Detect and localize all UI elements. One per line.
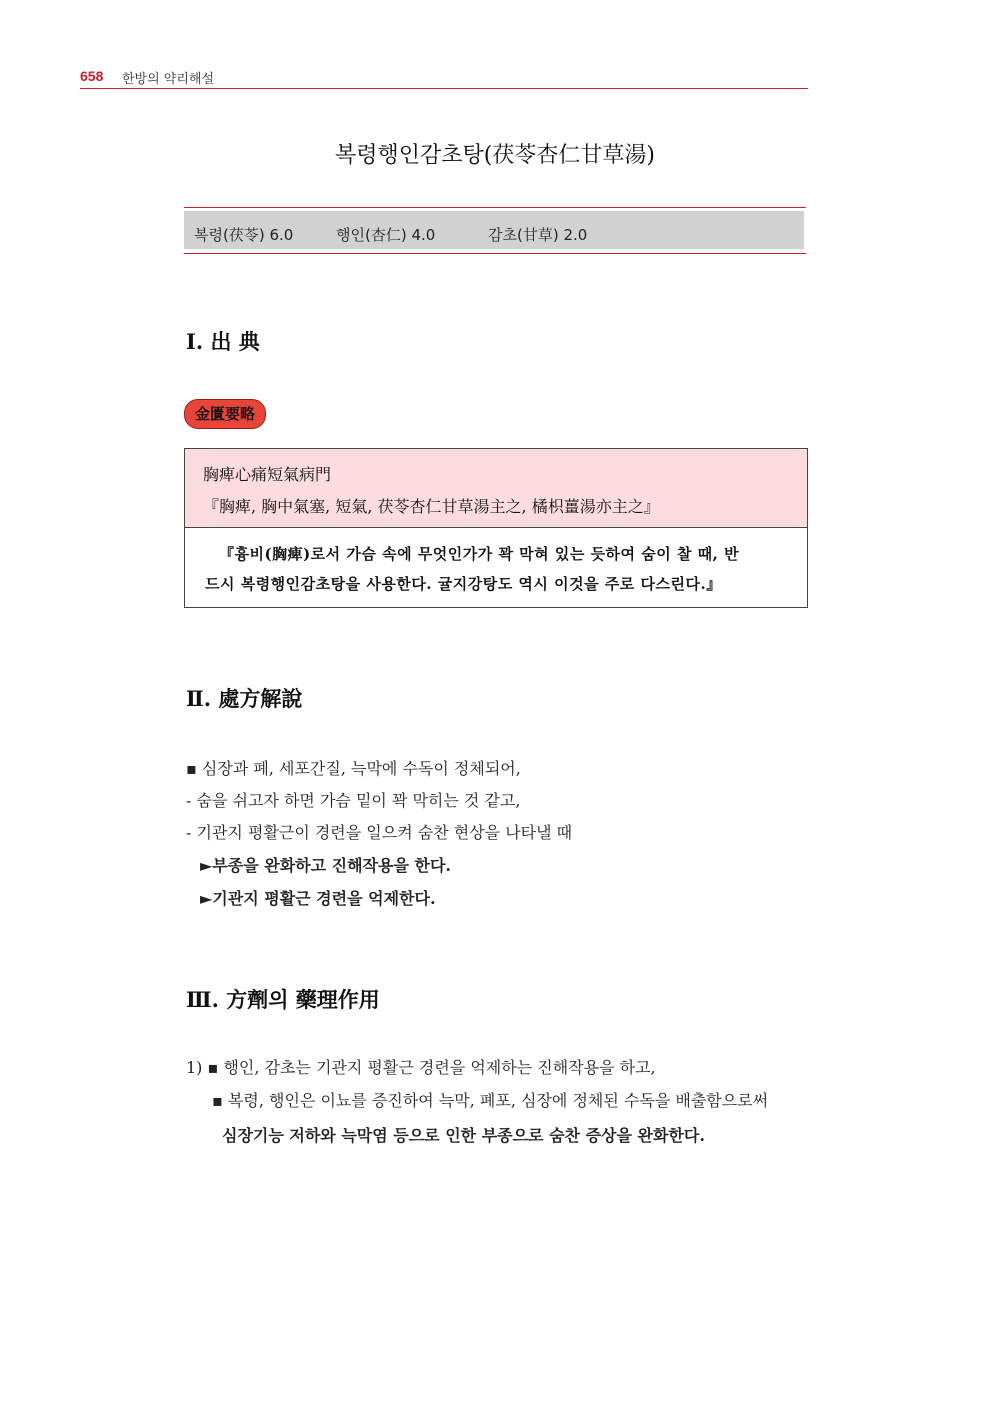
effect-line: ►기관지 평활근 경련을 억제한다. — [200, 889, 436, 908]
source-chapter: 胸痺心痛短氣病門 — [203, 465, 332, 484]
source-quote-text: 『胸痺, 胸中氣塞, 短氣, 茯苓杏仁甘草湯主之, 橘枳薑湯亦主之』 — [203, 497, 660, 516]
section-heading-pharmacology: Ⅲ. 方劑의 藥理作用 — [186, 987, 380, 1012]
pharmacology-line: 심장기능 저하와 늑막염 등으로 인한 부종으로 숨찬 증상을 완화한다. — [222, 1126, 705, 1145]
dose-item: 복령(茯苓) 6.0 — [194, 226, 294, 244]
section-heading-source: Ⅰ. 出 典 — [186, 329, 260, 354]
effect-line: ►부종을 완화하고 진해작용을 한다. — [200, 856, 451, 875]
pharmacology-line: 1) ▪ 행인, 감초는 기관지 평활근 경련을 억제하는 진해작용을 하고, — [186, 1058, 656, 1077]
dose-table — [184, 207, 806, 255]
pharmacology-line: ▪ 복령, 행인은 이뇨를 증진하여 늑막, 폐포, 심장에 정체된 수독을 배출함으로써 — [212, 1091, 769, 1110]
source-translation-line: 『흉비(胸痺)로서 가슴 속에 무엇인가가 꽉 막혀 있는 듯하여 숨이 찰 때, 반 — [219, 545, 740, 563]
section-heading-explanation: Ⅱ. 處方解說 — [186, 686, 303, 711]
source-quote-original — [185, 449, 807, 528]
explanation-line: - 기관지 평활근이 경련을 일으켜 숨찬 현상을 나타낼 때 — [186, 823, 573, 842]
dose-bottom-rule — [184, 253, 806, 254]
source-badge: 金匱要略 — [184, 399, 266, 429]
page-number: 658 — [80, 68, 104, 84]
dose-item: 행인(杏仁) 4.0 — [336, 226, 436, 244]
source-translation-line: 드시 복령행인감초탕을 사용한다. 귤지강탕도 역시 이것을 주로 다스린다.』 — [205, 575, 722, 593]
explanation-line: ▪ 심장과 폐, 세포간질, 늑막에 수독이 정체되어, — [186, 759, 521, 778]
explanation-line: - 숨을 쉬고자 하면 가슴 밑이 꽉 막히는 것 같고, — [186, 791, 521, 810]
dose-top-rule — [184, 207, 806, 208]
page-header — [80, 66, 808, 89]
source-quote-box — [184, 448, 808, 608]
running-title: 한방의 약리해설 — [122, 72, 215, 87]
dose-bar — [184, 211, 804, 249]
prescription-title: 복령행인감초탕(茯苓杏仁甘草湯) — [335, 143, 655, 168]
dose-item: 감초(甘草) 2.0 — [488, 226, 588, 244]
